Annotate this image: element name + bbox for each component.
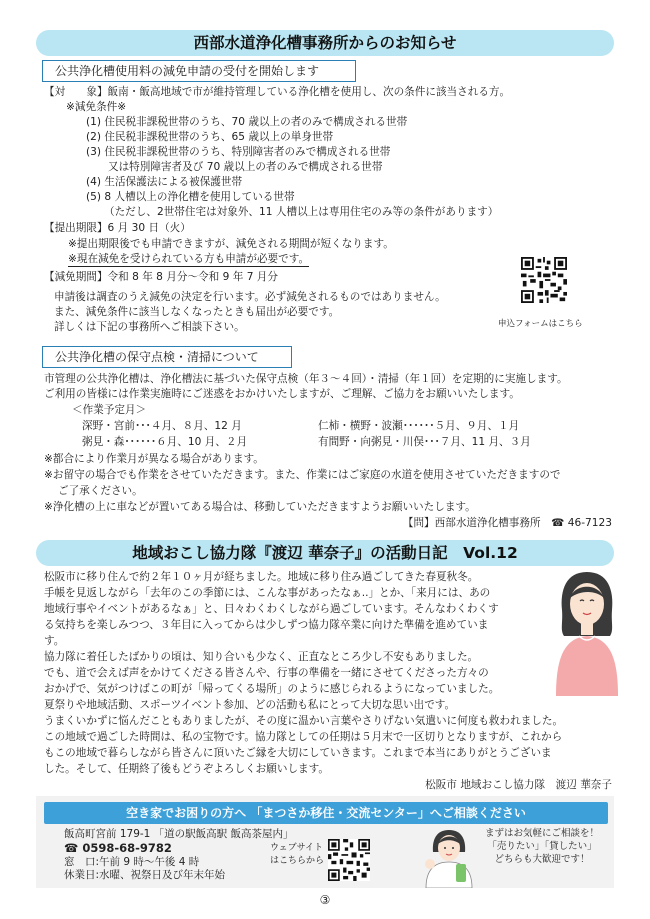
diary-line: おかげで、気がつけばこの町が「帰ってくる場所」のように感じられるようになっていました。	[44, 683, 500, 695]
schedule-heading: ＜作業予定月＞	[72, 404, 147, 416]
diary-line: うまくいかずに悩んだこともありましたが、その度に温かい言葉やさりげない気遣いに何度も救われました。	[44, 715, 564, 727]
staff-illustration	[418, 828, 480, 888]
diary-header-title: 地域おこし協力隊『渡辺 華奈子』の活動日記 Vol.12	[132, 544, 518, 562]
schedule-item: 深野・宮前･･･４月、８月、12 月	[82, 420, 242, 432]
deadline-note-underlined: ※現在減免を受けられている方も申請が必要です。	[68, 253, 310, 265]
condition-item: (1) 住民税非課税世帯のうち、70 歳以上の者のみで構成される世帯	[86, 116, 408, 128]
condition-item: (4) 生活保護法による被保護世帯	[86, 176, 243, 188]
maintenance-note: ※お留守の場合でも作業をさせていただきます。また、作業にはご家庭の水道を使用させていただきますので	[44, 469, 561, 481]
diary-line: 手帳を見返しながら「去年のこの季節には、こんな事があったなぁ..」とか、「来月には、あの	[44, 587, 491, 599]
footer-address: 飯高町宮前 179-1 「道の駅飯高駅 飯高茶屋内」	[64, 828, 294, 840]
speech-bubble-line: まずはお気軽にご相談を！	[484, 828, 599, 839]
condition-item: (3) 住民税非課税世帯のうち、特別障害者のみで構成される世帯	[86, 146, 391, 158]
section-header	[36, 30, 614, 56]
diary-header	[36, 540, 614, 566]
info-line: 申請後は調査のうえ減免の決定を行います。必ず減免されるものではありません。	[54, 291, 446, 303]
period-line: 【減免期間】令和 8 年 8 月分～令和 9 年 7 月分	[44, 271, 278, 283]
diary-line: す。	[44, 635, 65, 647]
website-label-2: はこちらから	[270, 856, 325, 866]
page-number: ③	[319, 893, 331, 907]
website-label: ウェブサイト	[270, 843, 324, 853]
maintenance-box-title: 公共浄化槽の保守点検・清掃について	[42, 346, 292, 368]
maintenance-line: ご利用の皆様には作業実施時にご迷惑をおかけいたしますが、ご理解、ご協力をお願いいたします。	[44, 388, 520, 400]
diary-line: この地域で過ごした時間は、私の宝物です。協力隊としての任期は５月末で一区切りとなりますが、これから	[44, 731, 563, 743]
target-line: 【対 象】飯南・飯高地域で市が維持管理している浄化槽を使用し、次の条件に該当される方。	[44, 86, 511, 98]
maintenance-note: ※浄化槽の上に車などが置いてある場合は、移動していただきますようお願いいたします。	[44, 501, 476, 513]
contact-line: 【問】西部水道浄化槽事務所 ☎ 46-7123	[402, 517, 612, 529]
qr-caption: 申込フォームはこちら	[498, 319, 583, 329]
condition-note: （ただし、2世帯住宅は対象外、11 人槽以上は専用住宅のみ等の条件があります）	[104, 206, 499, 218]
condition-item: (2) 住民税非課税世帯のうち、65 歳以上の単身世帯	[86, 131, 334, 143]
diary-line: 夏祭りや地域活動、スポーツイベント参加、どの活動も私にとって大切な思い出です。	[44, 699, 456, 711]
diary-line: 松阪市に移り住んで約２年１０ヶ月が経ちました。地域に移り住み過ごしてきた春夏秋冬。	[44, 571, 479, 583]
schedule-item: 粥見・森･･････６月、10 月、２月	[82, 436, 248, 448]
footer-phone[interactable]: ☎ 0598-68-9782	[64, 841, 172, 855]
deadline-note: ※提出期限後でも申請できますが、減免される期間が短くなります。	[68, 238, 394, 250]
maintenance-note: ※都合により作業月が異なる場合があります。	[44, 453, 264, 465]
condition-item: (5) 8 人槽以上の浄化槽を使用している世帯	[86, 191, 295, 203]
maintenance-note: ご了承ください。	[58, 485, 143, 497]
application-form-qr-code[interactable]	[521, 257, 567, 303]
diary-line: もこの地域で暮らしながら皆さんに頂いたご縁を大切にしていきます。これまで本当にありがとうございま	[44, 747, 552, 759]
footer-closed-days: 休業日:水曜、祝祭日及び年末年始	[64, 869, 226, 881]
maintenance-line: 市管理の公共浄化槽は、浄化槽法に基づいた保守点検（年３～４回）・清掃（年１回）を定期的に実施します。	[44, 373, 568, 385]
notice-box-title: 公共浄化槽使用料の減免申請の受付を開始します	[42, 60, 356, 82]
woman-illustration	[546, 568, 628, 696]
diary-line: る気持ちを楽しみつつ、３年目に入ってからは少しずつ協力隊卒業に向けた準備を進めていま	[44, 619, 489, 631]
section-header-title: 西部水道浄化槽事務所からのお知らせ	[193, 34, 457, 52]
diary-line: でも、道で会えば声をかけてくださる皆さんや、行事の準備を一緒にさせてくださった方々の	[44, 667, 489, 679]
schedule-item: 有間野・向粥見・川俣･･･７月、11 月、３月	[318, 436, 531, 448]
info-line: 詳しくは下記の事務所へご相談下さい。	[54, 321, 245, 333]
deadline-line: 【提出期限】6 月 30 日（火）	[44, 222, 191, 234]
condition-heading: ※減免条件※	[66, 101, 127, 113]
diary-line: 協力隊に着任したばかりの頃は、知り合いも少なく、正直なところ少し不安もありました。	[44, 651, 479, 663]
speech-bubble-line: 「売りたい」「貸したい」	[487, 841, 597, 852]
footer-banner: 空き家でお困りの方へ 「まつさか移住・交流センター」へご相談ください	[44, 802, 608, 824]
footer-hours: 窓 口:午前 9 時～午後 4 時	[64, 856, 200, 868]
condition-item-cont: 又は特別障害者及び 70 歳以上の者のみで構成される世帯	[108, 161, 383, 173]
diary-signature: 松阪市 地域おこし協力隊 渡辺 華奈子	[425, 779, 612, 791]
website-qr-code[interactable]	[328, 839, 370, 881]
info-line: また、減免条件に該当しなくなったときも届出が必要です。	[54, 306, 340, 318]
diary-line: 地域行事やイベントがあるなぁ」と、日々わくわくしながら過ごしています。そんなわくわくす	[44, 603, 499, 615]
diary-line: した。そして、任期終了後もどうぞよろしくお願いします。	[44, 763, 329, 775]
speech-bubble-line: どちらも大歓迎です！	[494, 854, 590, 865]
schedule-item: 仁柿・横野・波瀬･･････５月、９月、１月	[318, 420, 520, 432]
